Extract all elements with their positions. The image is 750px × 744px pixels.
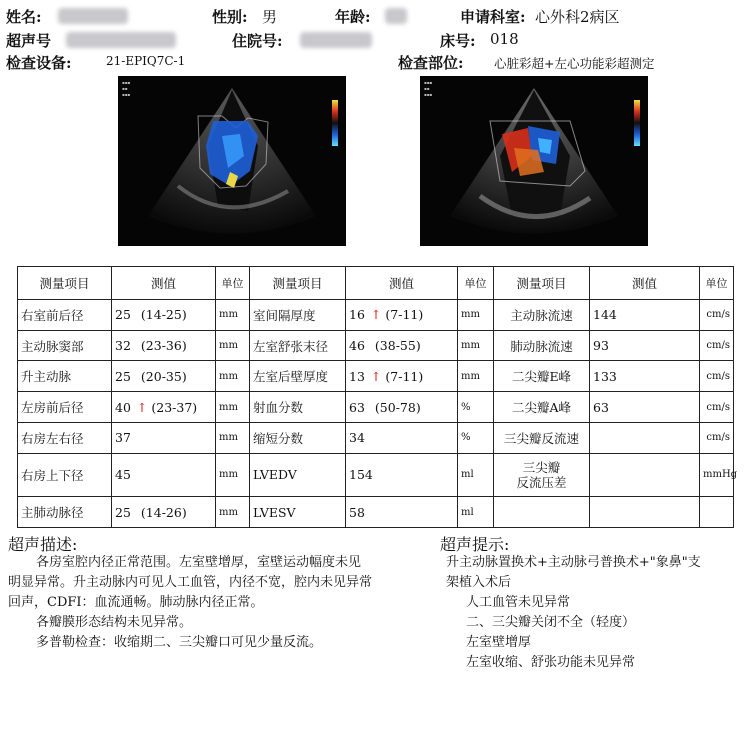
table-header-cell: 单位 — [216, 267, 250, 300]
measure-unit-cell: mm — [216, 453, 250, 497]
measure-value: 25 — [115, 368, 131, 384]
measure-value: 32 — [115, 338, 131, 354]
measure-value: 37 — [115, 430, 131, 446]
sex-label: 性别: — [212, 8, 248, 26]
measure-item-cell: 主肺动脉径 — [18, 497, 112, 528]
measure-value-cell — [112, 361, 216, 392]
measurement-table — [17, 266, 738, 528]
measure-value: 45 — [115, 467, 131, 483]
measure-value: 93 — [593, 338, 609, 354]
measure-value: 58 — [349, 504, 365, 520]
table-row — [18, 422, 734, 453]
measure-value-cell — [112, 392, 216, 423]
measure-range: (38-55) — [374, 338, 421, 354]
dept-label: 申请科室: — [460, 8, 526, 26]
measure-item-cell: 左房前后径 — [18, 392, 112, 423]
measure-item-cell: 肺动脉流速 — [494, 330, 590, 361]
table-header-cell: 测量项目 — [18, 267, 112, 300]
measure-unit-cell: ml — [458, 497, 494, 528]
measure-value: 25 — [115, 307, 131, 323]
measure-item-cell: 右房左右径 — [18, 422, 112, 453]
conclusion-line: 人工血管未见异常 — [466, 595, 571, 610]
measure-item-cell: 主动脉流速 — [494, 299, 590, 330]
measure-value: 63 — [593, 399, 609, 415]
age-label: 年龄: — [335, 8, 371, 26]
measure-unit-cell: cm/s — [700, 422, 734, 453]
table-header-cell: 测值 — [112, 267, 216, 300]
measure-item-cell — [494, 453, 590, 497]
device-value: 21-EPIQ7C-1 — [106, 54, 186, 68]
measure-value-cell — [590, 299, 700, 330]
measure-unit-cell: mm — [216, 361, 250, 392]
measure-value-cell — [112, 422, 216, 453]
bed-value: 018 — [490, 30, 519, 48]
measure-range: (7-11) — [385, 307, 424, 323]
description-line: 明显异常。升主动脉内可见人工血管，内径不宽，腔内未见异常 — [8, 575, 373, 590]
up-arrow-icon: ↑ — [370, 307, 382, 323]
dept-value: 心外科2病区 — [535, 8, 620, 26]
measure-value-cell — [346, 361, 458, 392]
measure-range: (7-11) — [385, 368, 424, 384]
measure-unit-cell: cm/s — [700, 361, 734, 392]
site-value: 心脏彩超+左心功能彩超测定 — [494, 56, 655, 71]
measure-item-cell: 右室前后径 — [18, 299, 112, 330]
measure-unit-cell: cm/s — [700, 299, 734, 330]
measure-value: 63 — [349, 399, 365, 415]
name-label: 姓名: — [6, 8, 42, 26]
table-row — [18, 392, 734, 423]
measure-unit-cell: cm/s — [700, 330, 734, 361]
measure-unit-cell: cm/s — [700, 392, 734, 423]
redacted-inpatient-number — [300, 32, 372, 48]
measure-value: 154 — [349, 467, 373, 483]
measure-item-cell: LVEDV — [250, 453, 346, 497]
measure-value-cell — [346, 453, 458, 497]
measure-value: 25 — [115, 504, 131, 520]
table-header-cell: 测值 — [590, 267, 700, 300]
measure-value-cell — [590, 453, 700, 497]
measure-value-cell — [590, 330, 700, 361]
conclusion-line: 左室收缩、舒张功能未见异常 — [466, 655, 636, 670]
measure-unit-cell: mm — [458, 299, 494, 330]
description-title: 超声描述: — [8, 535, 78, 554]
measure-value: 13 — [349, 368, 365, 384]
measure-unit-cell: mm — [216, 392, 250, 423]
measure-item-cell: 左室舒张末径 — [250, 330, 346, 361]
echo-image-right — [420, 76, 648, 246]
conclusion-line: 架植入术后 — [446, 575, 512, 590]
measure-unit-cell — [700, 497, 734, 528]
redacted-age — [385, 8, 407, 24]
conclusion-title: 超声提示: — [440, 535, 510, 554]
measure-item-cell: 二尖瓣E峰 — [494, 361, 590, 392]
conclusion-line: 二、三尖瓣关闭不全（轻度） — [466, 615, 636, 630]
measure-value-cell — [590, 361, 700, 392]
measure-value-cell — [590, 422, 700, 453]
table-row — [18, 497, 734, 528]
measure-unit-cell: mm — [216, 422, 250, 453]
measure-range: (23-37) — [151, 399, 198, 415]
table-row — [18, 299, 734, 330]
measure-value: 40 — [115, 399, 131, 415]
measure-item-cell: 室间隔厚度 — [250, 299, 346, 330]
measure-value-cell — [112, 453, 216, 497]
table-header-cell: 单位 — [458, 267, 494, 300]
measure-range: (14-26) — [140, 504, 187, 520]
measure-item-cell: 左室后壁厚度 — [250, 361, 346, 392]
measure-item-cell: 二尖瓣A峰 — [494, 392, 590, 423]
measure-range: (50-78) — [374, 399, 421, 415]
measure-unit-cell: mm — [216, 299, 250, 330]
measure-item-cell: 升主动脉 — [18, 361, 112, 392]
bed-label: 床号: — [440, 32, 476, 50]
table-header-cell: 测值 — [346, 267, 458, 300]
measure-value: 133 — [593, 368, 617, 384]
measure-value-cell — [112, 299, 216, 330]
measure-item-line: 三尖瓣 — [522, 459, 561, 475]
echo-image-left — [118, 76, 346, 246]
measure-value-cell — [346, 497, 458, 528]
measure-range: (20-35) — [140, 368, 187, 384]
measure-item-cell: LVESV — [250, 497, 346, 528]
table-header-row — [18, 267, 734, 300]
measure-value-cell — [112, 330, 216, 361]
redacted-us-number — [66, 32, 176, 48]
device-label: 检查设备: — [6, 54, 72, 72]
measure-item-cell: 射血分数 — [250, 392, 346, 423]
measure-value-cell — [112, 497, 216, 528]
table-header-cell: 测量项目 — [494, 267, 590, 300]
measure-value: 34 — [349, 430, 365, 446]
measure-value: 144 — [593, 307, 617, 323]
measure-unit-cell: % — [458, 422, 494, 453]
conclusion-line: 升主动脉置换术+主动脉弓普换术+"象鼻"支 — [446, 555, 701, 570]
measure-value-cell — [346, 330, 458, 361]
measure-item-cell — [494, 497, 590, 528]
echo-left-overlay-text: ▪▪▪ ▪▪ ▪▪▪ — [122, 80, 131, 97]
measure-value: 16 — [349, 307, 365, 323]
measure-unit-cell: % — [458, 392, 494, 423]
measure-unit-cell: mm — [216, 330, 250, 361]
conclusion-line: 左室壁增厚 — [466, 635, 532, 650]
redacted-name — [58, 8, 128, 24]
sex-value: 男 — [262, 8, 278, 26]
table-row — [18, 330, 734, 361]
measure-value-cell — [590, 497, 700, 528]
measure-value-cell — [346, 392, 458, 423]
description-line: 回声，CDFI：血流通畅。肺动脉内径正常。 — [8, 595, 264, 610]
measure-unit-cell: mm — [216, 497, 250, 528]
table-row — [18, 453, 734, 497]
measure-value-cell — [346, 299, 458, 330]
table-header-cell: 单位 — [700, 267, 734, 300]
description-line: 多普勒检查：收缩期二、三尖瓣口可见少量反流。 — [36, 635, 323, 650]
measure-unit-cell: mm — [458, 330, 494, 361]
measure-range: (23-36) — [140, 338, 187, 354]
measure-unit-cell: ml — [458, 453, 494, 497]
us-number-label: 超声号 — [6, 32, 52, 50]
inpatient-label: 住院号: — [232, 32, 283, 50]
measure-unit-cell: mm — [458, 361, 494, 392]
measure-item-cell: 主动脉窦部 — [18, 330, 112, 361]
measure-item-cell: 三尖瓣反流速 — [494, 422, 590, 453]
echo-right-overlay-text: ▪▪▪ ▪▪ ▪▪▪ — [424, 80, 433, 97]
table-header-cell: 测量项目 — [250, 267, 346, 300]
measure-value-cell — [346, 422, 458, 453]
site-label: 检查部位: — [398, 54, 464, 72]
description-line: 各瓣膜形态结构未见异常。 — [36, 615, 193, 630]
measure-item-cell: 缩短分数 — [250, 422, 346, 453]
measure-range: (14-25) — [140, 307, 187, 323]
measure-item-line: 反流压差 — [516, 474, 567, 490]
up-arrow-icon: ↑ — [370, 368, 382, 384]
up-arrow-icon: ↑ — [136, 399, 148, 415]
measure-value-cell — [590, 392, 700, 423]
table-row — [18, 361, 734, 392]
measure-unit-cell: mmHg — [700, 453, 734, 497]
measure-value: 46 — [349, 338, 365, 354]
measure-item-cell: 右房上下径 — [18, 453, 112, 497]
description-line: 各房室腔内径正常范围。左室壁增厚，室壁运动幅度未见 — [36, 555, 362, 570]
